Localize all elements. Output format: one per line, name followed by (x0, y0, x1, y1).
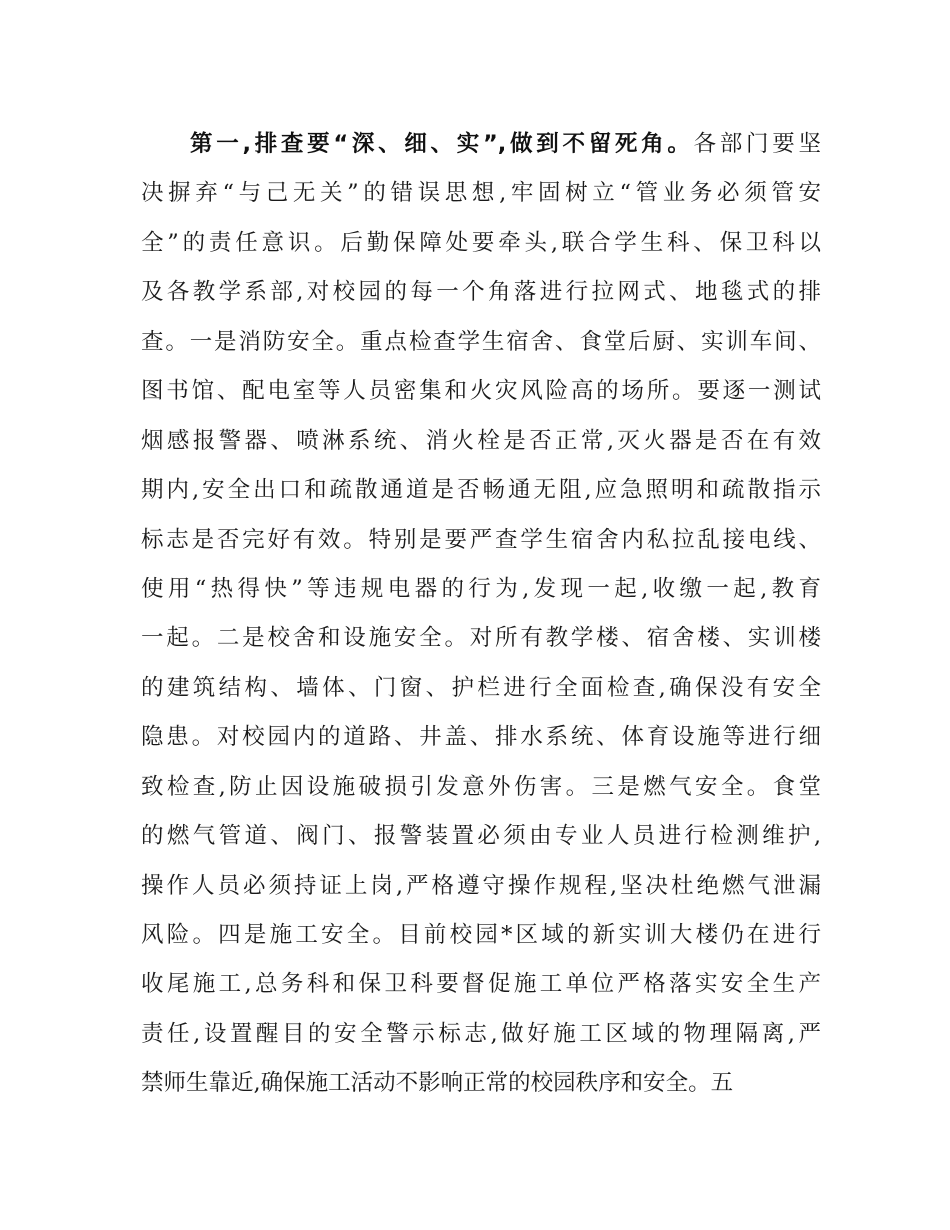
paragraph-line-12: 的建筑结构、墙体、门窗、护栏进行全面检查,确保没有安全 (141, 674, 821, 701)
paragraph-line-20: 禁师生靠近,确保施工活动不影响正常的校园秩序和安全。五 (141, 1070, 734, 1097)
paragraph-line-4: 及各教学系部,对校园的每一个角落进行拉网式、地毯式的排 (141, 279, 821, 306)
paragraph-line-10: 使用“热得快”等违规电器的行为,发现一起,收缴一起,教育 (141, 575, 821, 602)
paragraph-line-17: 风险。四是施工安全。目前校园*区域的新实训大楼仍在进行 (141, 922, 821, 948)
paragraph-line-14: 致检查,防止因设施破损引发意外伤害。三是燃气安全。食堂 (141, 773, 821, 800)
paragraph-line-7: 烟感报警器、喷淋系统、消火栓是否正常,灭火器是否在有效 (141, 427, 821, 454)
paragraph-line-16: 操作人员必须持证上岗,严格遵守操作规程,坚决杜绝燃气泄漏 (141, 872, 821, 899)
paragraph-line-5: 查。一是消防安全。重点检查学生宿舍、食堂后厨、实训车间、 (141, 328, 821, 355)
paragraph-line-3: 全”的责任意识。后勤保障处要牵头,联合学生科、保卫科以 (141, 229, 821, 256)
paragraph-line-6: 图书馆、配电室等人员密集和火灾风险高的场所。要逐一测试 (141, 378, 821, 405)
paragraph-line-13: 隐患。对校园内的道路、井盖、排水系统、体育设施等进行细 (141, 724, 821, 751)
paragraph-line-15: 的燃气管道、阀门、报警装置必须由专业人员进行检测维护, (141, 823, 821, 850)
paragraph-line-8: 期内,安全出口和疏散通道是否畅通无阻,应急照明和疏散指示 (141, 477, 821, 504)
lead-heading: 第一,排查要“深、细、实”,做到不留死角。 (190, 131, 694, 157)
paragraph-line-9: 标志是否完好有效。特别是要严查学生宿舍内私拉乱接电线、 (141, 526, 821, 553)
paragraph-line-11: 一起。二是校舍和设施安全。对所有教学楼、宿舍楼、实训楼 (141, 625, 821, 652)
line-text: 各部门要坚 (693, 131, 821, 157)
paragraph-line-18: 收尾施工,总务科和保卫科要督促施工单位严格落实安全生产 (141, 971, 821, 998)
paragraph-line-2: 决摒弃“与己无关”的错误思想,牢固树立“管业务必须管安 (141, 180, 821, 207)
paragraph-line-19: 责任,设置醒目的安全警示标志,做好施工区域的物理隔离,严 (141, 1020, 821, 1047)
body-paragraph (141, 120, 821, 1109)
paragraph-line-1 (141, 120, 821, 169)
